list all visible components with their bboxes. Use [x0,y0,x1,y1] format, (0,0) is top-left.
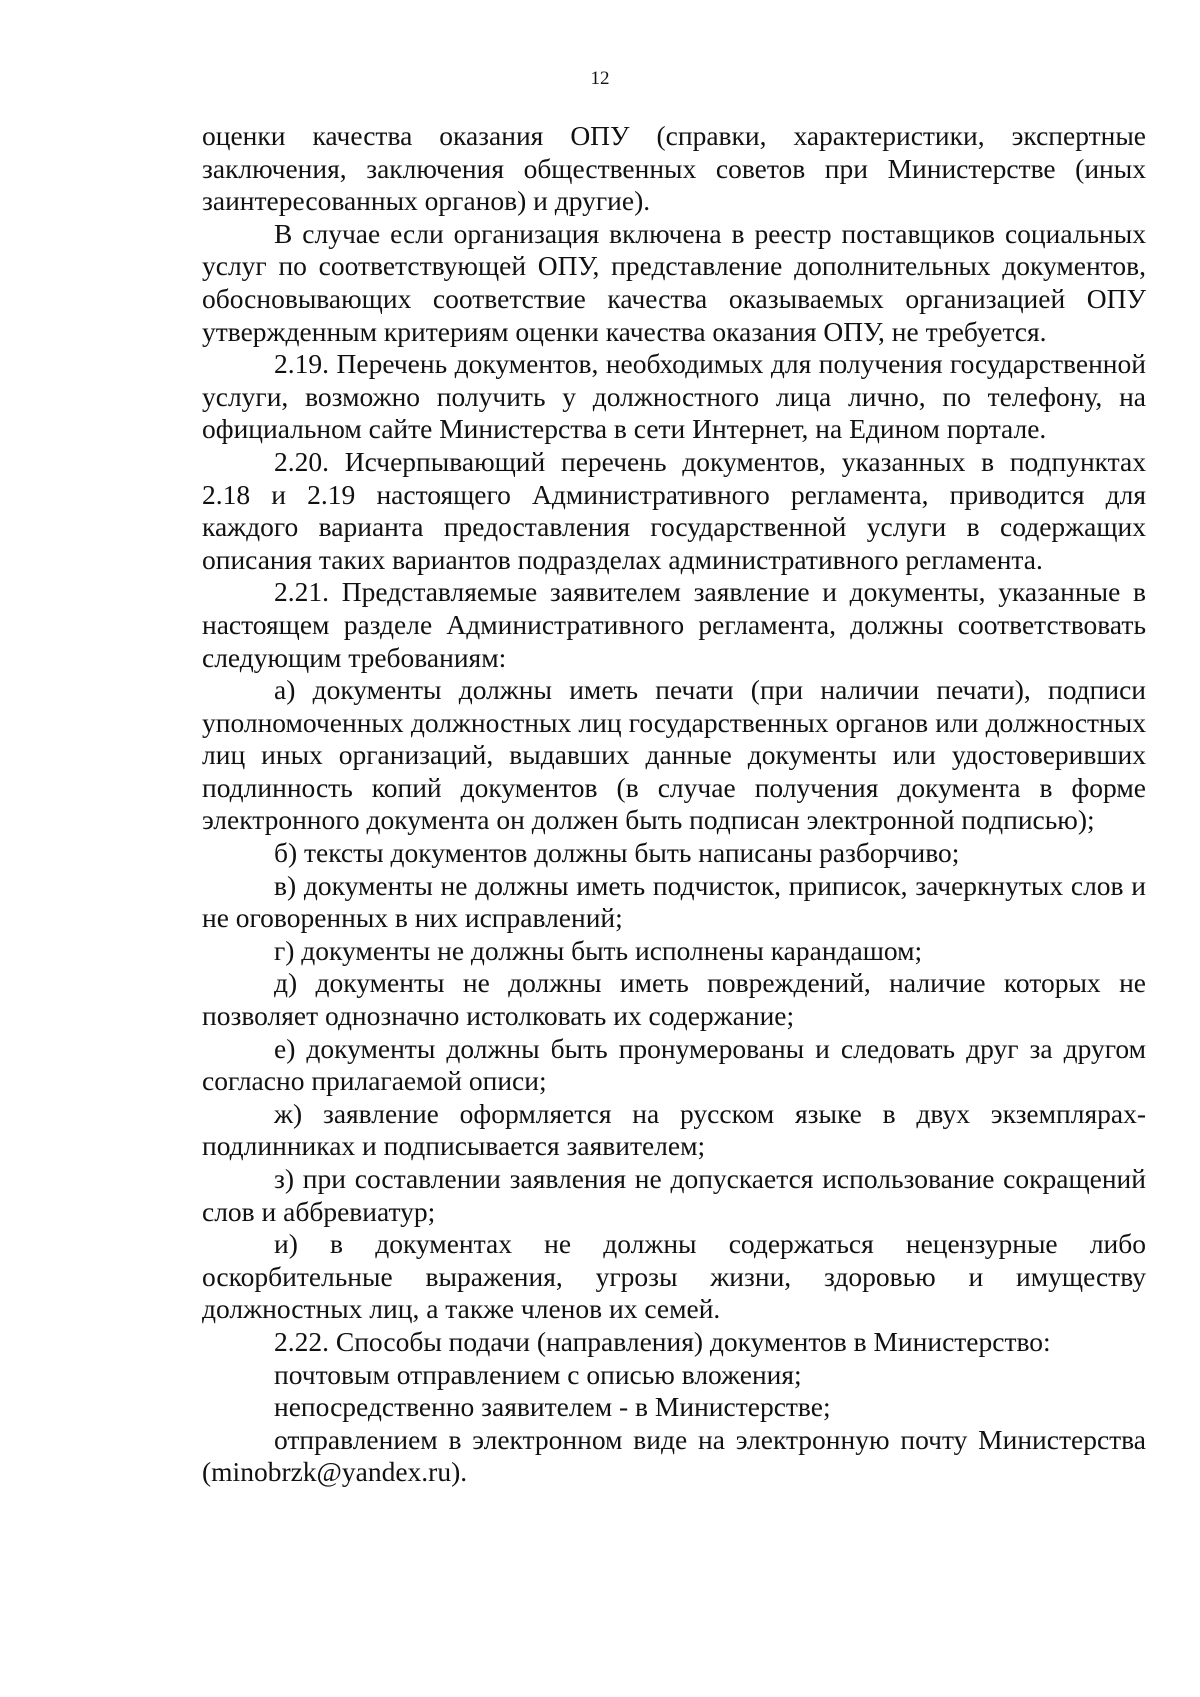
submission-method-mail: почтовым отправлением с описью вложения; [274,1358,802,1390]
list-item-zh: ж) заявление оформляется на русском языке в двух экземплярах-подлинниках и подписывается заявителем; [202,1097,1146,1162]
list-item-e: е) документы должны быть пронумерованы и следовать друг за другом согласно прилагаемой описи; [202,1032,1146,1097]
paragraph-2-22: 2.22. Способы подачи (направления) документов в Министерство: [274,1325,1051,1357]
list-item-v: в) документы не должны иметь подчисток, приписок, зачеркнутых слов и не оговоренных в них исправлений; [202,869,1146,934]
paragraph-2-21: 2.21. Представляемые заявителем заявление и документы, указанные в настоящем разделе Административного регламента, должны соответствовать следующим требованиям: [202,576,1146,673]
paragraph-registry-exemption: В случае если организация включена в реестр поставщиков социальных услуг по соответствующей ОПУ, представление дополнительных документов, обосновывающих соответствие качества оказываемых организацией ОПУ утвержденным критериям оценки качества оказания ОПУ, не требуется. [202,217,1146,347]
paragraph-continuation: оценки качества оказания ОПУ (справки, характеристики, экспертные заключения, заключения общественных советов при Министерстве (иных заинтересованных органов) и другие). [202,120,1146,217]
submission-method-email: отправлением в электронном виде на электронную почту Министерства (minobrzk@yandex.ru). [202,1423,1146,1488]
paragraph-2-20: 2.20. Исчерпывающий перечень документов, указанных в подпунктах 2.18 и 2.19 настоящего Административного регламента, приводится для каждого варианта предоставления государственной услуги в содержащих описания таких вариантов подразделах административного регламента. [202,445,1146,575]
page-number: 12 [590,68,610,89]
document-body [202,120,1146,1489]
list-item-b: б) тексты документов должны быть написаны разборчиво; [274,837,960,869]
list-item-i: и) в документах не должны содержаться нецензурные либо оскорбительные выражения, угрозы жизни, здоровью и имуществу должностных лиц, а также членов их семей. [202,1228,1146,1325]
list-item-g: г) документы не должны быть исполнены карандашом; [274,934,923,966]
list-item-z: з) при составлении заявления не допускается использование сокращений слов и аббревиатур; [202,1163,1146,1227]
list-item-d: д) документы не должны иметь повреждений, наличие которых не позволяет однозначно истолковать их содержание; [202,967,1146,1032]
submission-method-in-person: непосредственно заявителем - в Министерстве; [274,1391,831,1423]
list-item-a: а) документы должны иметь печати (при наличии печати), подписи уполномоченных должностных лиц государственных органов или должностных лиц иных организаций, выдавших данные документы или удостоверивших подлинность копий документов (в случае получения документа в форме электронного документа он должен быть подписан электронной подписью); [202,674,1146,836]
paragraph-2-19: 2.19. Перечень документов, необходимых для получения государственной услуги, возможно получить у должностного лица лично, по телефону, на официальном сайте Министерства в сети Интернет, на Едином портале. [202,348,1146,445]
